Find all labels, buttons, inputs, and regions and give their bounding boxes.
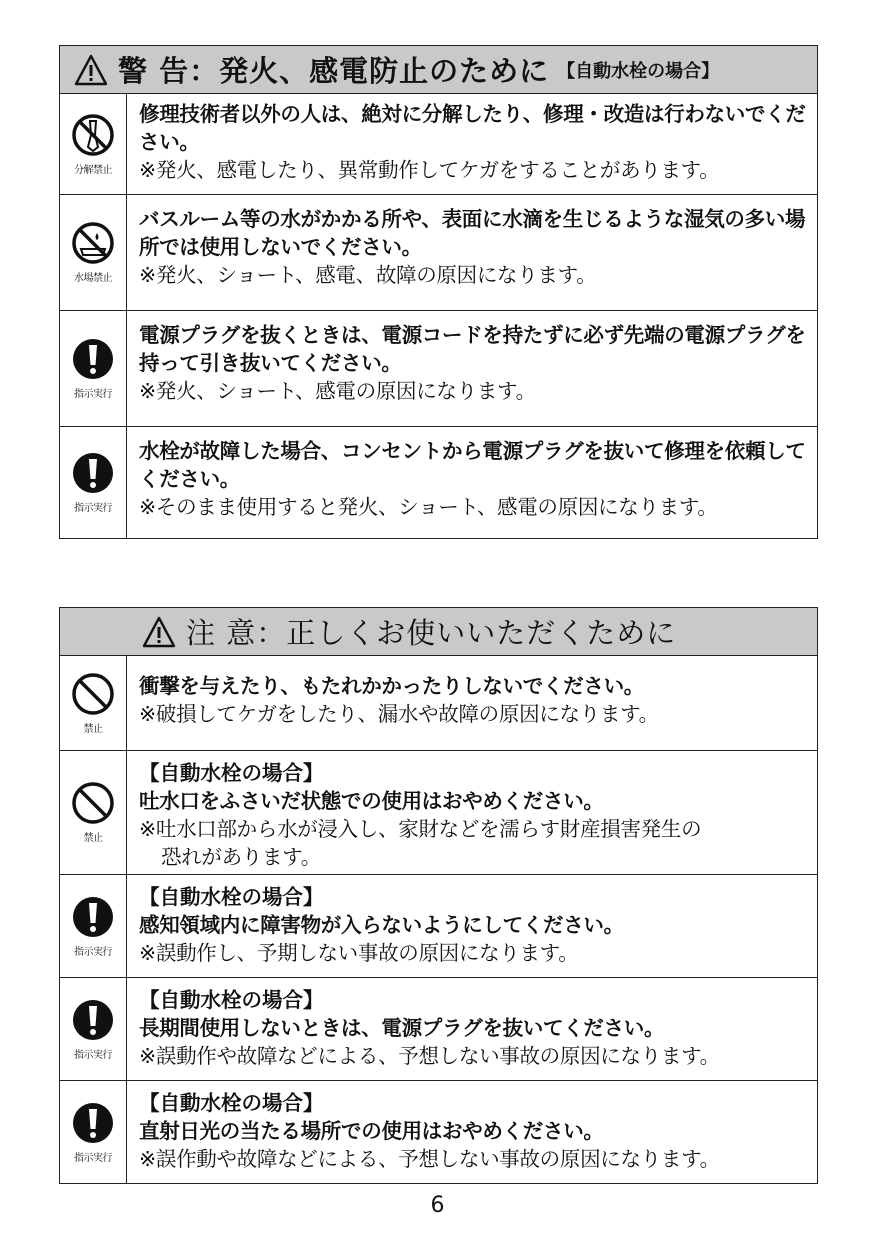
text-cell (127, 94, 817, 194)
text-cell (127, 875, 817, 977)
warning-item (60, 195, 817, 311)
caution-text: 直射日光の当たる場所での使用はおやめください。 (139, 1119, 604, 1143)
caution-item (60, 978, 817, 1081)
icon-cell (60, 875, 127, 977)
icon-cell (60, 978, 127, 1080)
caution-tag: 【自動水栓の場合】 (139, 988, 324, 1012)
icon-label: 禁止 (83, 833, 103, 844)
caution-title: 注 意：正しくお使いいただくために (186, 616, 677, 650)
caution-text: 長期間使用しないときは、電源プラグを抜いてください。 (139, 1016, 665, 1040)
icon-cell (60, 656, 127, 750)
caution-note: ※誤動作や故障などによる、予想しない事故の原因になります。 (139, 1044, 720, 1068)
caution-tag: 【自動水栓の場合】 (139, 1091, 324, 1115)
text-cell (127, 1081, 817, 1183)
warning-panel (59, 45, 818, 539)
icon-label: 指示実行 (74, 503, 112, 514)
caution-note: ※破損してケガをしたり、漏水や故障の原因になります。 (139, 702, 659, 726)
warning-text: 電源プラグを抜くときは、電源コードを持たずに必ず先端の電源プラグを持って引き抜いてください。 (139, 323, 806, 375)
caution-item (60, 751, 817, 875)
icon-label: 指示実行 (74, 946, 112, 958)
icon-cell (60, 94, 127, 194)
icon-label: 水場禁止 (74, 273, 112, 284)
mandatory-action-icon (71, 1101, 115, 1145)
warning-text: 修理技術者以外の人は、絶対に分解したり、修理・改造は行わないでください。 (139, 102, 806, 154)
warning-header (60, 46, 817, 94)
warning-title: 警 告：発火、感電防止のために (118, 54, 550, 88)
mandatory-action-icon (71, 451, 115, 495)
caution-item (60, 656, 817, 751)
icon-label: 指示実行 (74, 1152, 112, 1164)
caution-text: 吐水口をふさいだ状態での使用はおやめください。 (139, 789, 604, 813)
caution-note-continued: 恐れがあります。 (161, 845, 321, 869)
text-cell (127, 751, 817, 874)
mandatory-action-icon (71, 895, 115, 939)
caution-note: ※吐水口部から水が浸入し、家財などを濡らす財産損害発生の (139, 817, 702, 841)
warning-triangle-icon (142, 616, 176, 648)
caution-text: 感知領域内に障害物が入らないようにしてください。 (139, 913, 624, 937)
warning-note: ※発火、ショート、感電、故障の原因になります。 (139, 263, 597, 287)
icon-cell (60, 427, 127, 538)
warning-note: ※発火、感電したり、異常動作してケガをすることがあります。 (139, 158, 720, 182)
warning-text: バスルーム等の水がかかる所や、表面に水滴を生じるような湿気の多い場所では使用しないでください。 (139, 207, 806, 259)
caution-item (60, 1081, 817, 1183)
icon-label: 指示実行 (74, 1049, 112, 1061)
icon-label: 分解禁止 (74, 164, 112, 176)
text-cell (127, 195, 817, 310)
caution-tag: 【自動水栓の場合】 (139, 885, 324, 909)
caution-panel (59, 607, 818, 1184)
warning-item (60, 94, 817, 195)
warning-item (60, 311, 817, 427)
icon-cell (60, 195, 127, 310)
caution-header (60, 608, 817, 656)
text-cell (127, 311, 817, 426)
caution-note: ※誤作動や故障などによる、予想しない事故の原因になります。 (139, 1147, 720, 1171)
icon-cell (60, 311, 127, 426)
caution-text: 衝撃を与えたり、もたれかかったりしないでください。 (139, 674, 644, 698)
mandatory-action-icon (71, 998, 115, 1042)
warning-triangle-icon (74, 54, 108, 86)
prohibited-icon (71, 781, 115, 825)
caution-tag: 【自動水栓の場合】 (139, 761, 324, 785)
text-cell (127, 978, 817, 1080)
no-disassembly-icon (71, 113, 115, 157)
text-cell (127, 656, 817, 750)
warning-text: 水栓が故障した場合、コンセントから電源プラグを抜いて修理を依頼してください。 (139, 439, 806, 491)
warning-note: ※そのまま使用すると発火、ショート、感電の原因になります。 (139, 495, 718, 519)
icon-cell (60, 1081, 127, 1183)
prohibited-icon (71, 672, 115, 716)
icon-label: 禁止 (83, 723, 103, 735)
icon-cell (60, 751, 127, 874)
page-number: 6 (430, 1193, 445, 1218)
warning-title-tag: 【自動水栓の場合】 (557, 60, 720, 82)
icon-label: 指示実行 (74, 389, 112, 400)
no-water-area-icon (71, 221, 115, 265)
text-cell (127, 427, 817, 538)
caution-note: ※誤動作し、予期しない事故の原因になります。 (139, 941, 579, 965)
warning-item (60, 427, 817, 538)
caution-item (60, 875, 817, 978)
warning-note: ※発火、ショート、感電の原因になります。 (139, 379, 536, 403)
mandatory-action-icon (71, 337, 115, 381)
